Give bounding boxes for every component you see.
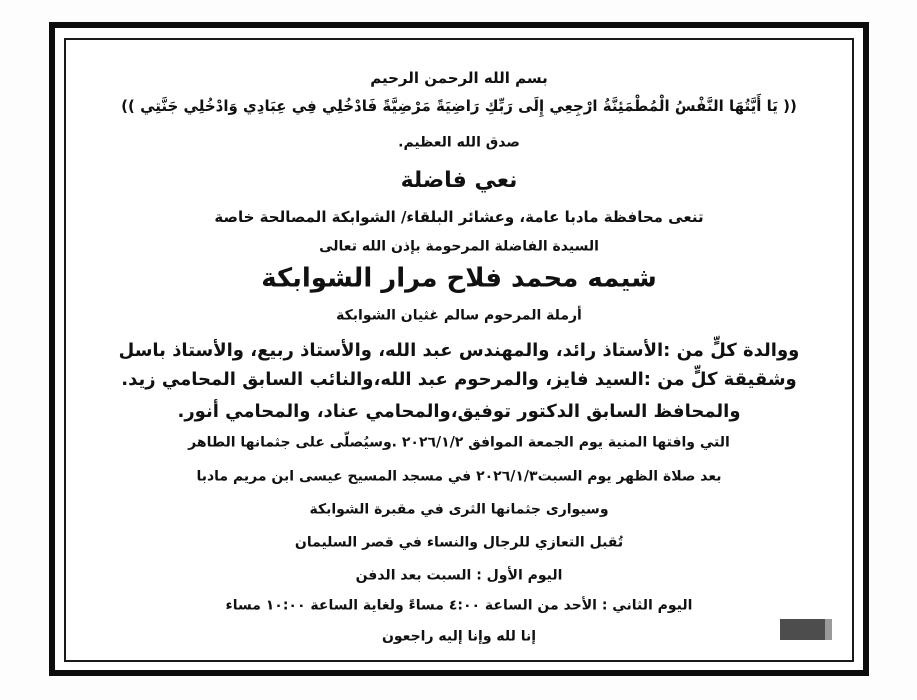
sister-of-continued: والمحافظ السابق الدكتور توفيق،والمحامي عناد، والمحامي أنور. — [177, 401, 741, 423]
condolences-line: تُقبل التعازي للرجال والنساء في قصر السليمان — [294, 534, 624, 551]
closing-line: إنا لله وإنا إليه راجعون — [381, 628, 537, 645]
basmala: بسم الله الرحمن الرحيم — [370, 69, 548, 87]
intro-line: السيدة الفاضلة المرحومة بإذن الله تعالى — [319, 238, 599, 255]
day-one-line: اليوم الأول : السبت بعد الدفن — [355, 567, 563, 584]
mother-of-line: ووالدة كلٍّ من :الأستاذ رائد، والمهندس عبد الله، والأستاذ ربيع، والأستاذ باسل — [118, 340, 800, 362]
sister-of-line: وشقيقة كلٍّ من :السيد فايز، والمرحوم عبد الله،والنائب السابق المحامي زيد. — [121, 369, 797, 391]
notice-title: نعي فاضلة — [400, 167, 518, 193]
quran-verse: (( يَا أَيَّتُهَا النَّفْسُ الْمُطْمَئِنَّةُ ارْجِعِي إِلَى رَبِّكِ رَاضِيَةً مَرْضِيَّةً فَادْخُلِي فِي عِبَادِي وَادْخُلِي جَنَّتِي )) — [121, 97, 797, 115]
widow-of-line: أرملة المرحوم سالم غثيان الشوابكة — [336, 307, 582, 324]
day-two-line: اليوم الثاني : الأحد من الساعة ٤:٠٠ مساءً ولغاية الساعة ١٠:٠٠ مساء — [225, 597, 693, 614]
deceased-name: شيمه محمد فلاح مرار الشوابكة — [261, 263, 657, 294]
death-date-line: التي وافتها المنية يوم الجمعة الموافق ٢٠٢٦/١/٢ .وسيُصلّى على جثمانها الطاهر — [188, 434, 730, 451]
verse-closing: صدق الله العظيم. — [398, 134, 520, 151]
redaction-box — [780, 619, 832, 640]
prayer-line: بعد صلاة الظهر يوم السبت٢٠٢٦/١/٣ في مسجد المسيح عيسى ابن مريم مادبا — [196, 468, 722, 485]
announcer-line: تنعى محافظة مادبا عامة، وعشائر البلقاء/ الشوابكة المصالحة خاصة — [214, 208, 704, 226]
burial-line: وسيوارى جثمانها الثرى في مقبرة الشوابكة — [309, 501, 609, 518]
